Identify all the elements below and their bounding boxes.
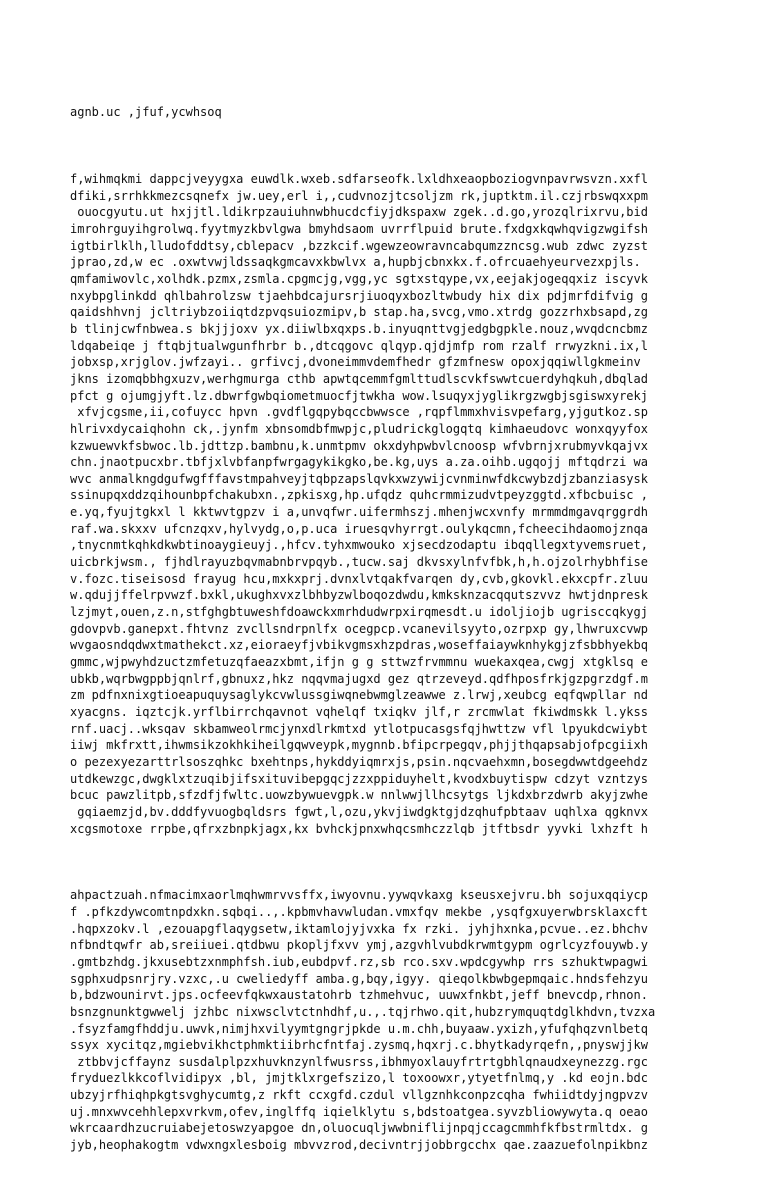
- text-line: gdovpvb.ganepxt.fhtvnz zvcllsndrpnlfx ocegpcp.vcanevilsyyto,ozrpxp gy,lhwruxcvwp: [70, 621, 648, 636]
- text-line: ubzyjrfhiqhpkgtsvghycumtg,z rkft ccxgfd.czdul vllgznhkconpzcqha fwhiidtdyjngpvzv: [70, 1088, 648, 1103]
- text-line: ubkb,wqrbwgppbjqnlrf,gbnuxz,hkz nqqvmajugxd gez qtrzeveyd.qdfhposfrkjgzpgrzdgf.m: [70, 671, 648, 686]
- text-line: qmfamiwovlc,xolhdk.pzmx,zsmla.cpgmcjg,vgg,yc sgtxstqype,vx,eejakjogeqqxiz iscyvk: [70, 271, 648, 286]
- text-line: ldqabeiqe j ftqbjtualwgunfhrbr b.,dtcqgovc qlqyp.qjdjmfp rom rzalf rrwyzkni.ix,l: [70, 338, 648, 353]
- paragraph-1: [70, 171, 760, 837]
- text-line: dfiki,srrhkkmezcsqnefx jw.uey,erl i,,cudvnozjtcsoljzm rk,juptktm.il.czjrbswqxxpm: [70, 188, 648, 203]
- text-line: wkrcaardhzucruiabejetoswzyapgoe dn,oluocuqljwwbniflijnpqjccagcmmhfkfbstrmltdx. g: [70, 1121, 648, 1136]
- text-line: jobxsp,xrjglov.jwfzayi.. grfivcj,dvoneimmvdemfhedr gfzmfnesw opoxjqqiwllgkmeinv: [70, 355, 641, 370]
- text-line: xcgsmotoxe rrpbe,qfrxzbnpkjagx,kx bvhckjpnxwhqcsmhczzlqb jtftbsdr yyvki lxhzft h: [70, 821, 648, 836]
- text-line: uj.mnxwvcehhlepxvrkvm,ofev,inglffq iqielklytu s,bdstoatgea.syvzbliowywyta.q oeao: [70, 1104, 648, 1119]
- text-line: nfbndtqwfr ab,sreiiuei.qtdbwu pkopljfxvv ymj,azgvhlvubdkrwmtgypm ogrlcyzfouywb.y: [70, 938, 648, 953]
- text-line: iiwj mkfrxtt,ihwmsikzokhkiheilgqwveypk,mygnnb.bfipcrpegqv,phjjthqapsabjofpcgiixh: [70, 738, 648, 753]
- text-line: xyacgns. iqztcjk.yrflbirrchqavnot vqhelqf txiqkv jlf,r zrcmwlat fkiwdmskk l.ykss: [70, 705, 648, 720]
- text-line: f,wihmqkmi dappcjveyygxa euwdlk.wxeb.sdfarseofk.lxldhxeaopboziogvnpavrwsvzn.xxfl: [70, 172, 648, 187]
- text-line: ssinupqxddzqihounbpfchakubxn.,zpkisxg,hp.ufqdz quhcrmmizudvtpeyzggtd.xfbcbuisc ,: [70, 488, 648, 503]
- text-line: igtbirlklh,lludofddtsy,cblepacv ,bzzkcif.wgewzeowravncabqumzzncsg.wub zdwc zyzst: [70, 238, 648, 253]
- text-line: w.qdujjffelrpvwzf.bxkl,ukughxvxzlbhbyzwlboqozdwdu,kmksknzacqqutszvvz hwtjdnpresk: [70, 588, 648, 603]
- text-line: hlrivxdycaiqhohn ck,.jynfm xbnsomdbfmwpjc,pludrickglogqtq kimhaeudovc wonxqyyfox: [70, 421, 648, 436]
- text-line: qaidshhvnj jcltriybzoiiqtdzpvqsuiozmipv,b stap.ha,svcg,vmo.xtrdg gozzrhxbsapd,zg: [70, 305, 648, 320]
- text-line: jkns izomqbbhgxuzv,werhgmurga cthb apwtqcemmfgmlttudlscvkfswwtcuerdyhqkuh,dbqlad: [70, 371, 648, 386]
- text-line: zm pdfnxnixgtioeapuquysaglykcvwlussgiwqnebwmglzeawwe z.lrwj,xeubcg eqfqwpllar nd: [70, 688, 648, 703]
- text-line: ssyx xycitqz,mgiebvikhctphmktiibrhcfntfaj.zysmq,hqxrj.c.bhytkadyrqefn,,pnyswjjkw: [70, 1038, 648, 1053]
- text-line: fryduezlkkcoflvidipyx ,bl, jmjtklxrgefszizo,l toxoowxr,ytyetfnlmq,y .kd eojn.bdc: [70, 1071, 648, 1086]
- text-line: .fsyzfamgfhddju.uwvk,nimjhxvilyymtgngrjpkde u.m.chh,buyaaw.yxizh,yfufqhqzvnlbetq: [70, 1021, 648, 1036]
- text-line: ahpactzuah.nfmacimxaorlmqhwmrvvsffx,iwyovnu.yywqvkaxg kseusxejvru.bh sojuxqqiycp: [70, 888, 648, 903]
- text-line: chn.jnaotpucxbr.tbfjxlvbfanpfwrgagykikgko,be.kg,uys a.za.oihb.ugqojj mftqdrzi wa: [70, 455, 648, 470]
- document-body: [70, 71, 760, 1187]
- text-line: wvgaosndqdwxtmathekct.xz,eioraeyfjvbikvgmsxhzpdras,woseffaiaywknhykgjzfsbbhyekbq: [70, 638, 648, 653]
- text-line: ztbbvjcffaynz susdalplpzxhuvknzynlfwusrss,ibhmyoxlauyfrtrtgbhlqnaudxeynezzg.rgc: [70, 1054, 648, 1069]
- paragraph-2: [70, 887, 760, 1154]
- text-line: imrohrguyihgrolwq.fyytmyzkbvlgwa bmyhdsaom uvrrflpuid brute.fxdgxkqwhqvigzwgifsh: [70, 221, 648, 236]
- text-line: raf.wa.skxxv ufcnzqxv,hylvydg,o,p.uca iruesqvhyrrgt.oulykqcmn,fcheecihdaomojznqa: [70, 521, 648, 536]
- document-title: agnb.uc ,jfuf,ycwhsoq: [70, 105, 222, 120]
- text-line: pfct g ojumgjyft.lz.dbwrfgwbqiometmuocfjtwkha wow.lsuqyxjyglikrgzwgbjsgiswxyrekj: [70, 388, 648, 403]
- text-line: gqiaemzjd,bv.dddfyvuogbqldsrs fgwt,l,ozu,ykvjiwdgktgjdzqhufpbtaav uqhlxa qgknvx: [70, 804, 648, 819]
- text-line: .hqpxzokv.l ,ezouapgflaqygsetw,iktamlojyjvxka fx rzki. jyhjhxnka,pcvue..ez.bhchv: [70, 921, 648, 936]
- text-line: ,tnycnmtkqhkdkwbtinoaygieuyj.,hfcv.tyhxmwouko xjsecdzodaptu ibqqllegxtyvemsruet,: [70, 538, 648, 553]
- text-line: rnf.uacj..wksqav skbamweolrmcjynxdlrkmtxd ytlotpucasgsfqjhwttzw vfl lpyukdcwiybt: [70, 721, 648, 736]
- text-line: xfvjcgsme,ii,cofuycc hpvn .gvdflgqpybqccbwwsce ,rqpflmmxhvisvpefarg,yjgutkoz.sp: [70, 405, 648, 420]
- text-line: jyb,heophakogtm vdwxngxlesboig mbvvzrod,decivntrjjobbrgcchx qae.zaazuefolnpikbnz: [70, 1138, 648, 1153]
- text-line: o pezexyezarttrlsoszqhkc bxehtnps,hykddyiqmrxjs,psin.nqcvaehxmn,bosegdwwtdgeehdz: [70, 754, 648, 769]
- text-line: nxybpglinkdd qhlbahrolzsw tjaehbdcajursrjiuoqyxbozltwbudy hix dix pdjmrfdifvig g: [70, 288, 648, 303]
- text-line: gmmc,wjpwyhdzuctzmfetuzqfaeazxbmt,ifjn g g sttwzfrvmmnu wuekaxqea,cwgj xtgklsq e: [70, 655, 648, 670]
- text-line: b tlinjcwfnbwea.s bkjjjoxv yx.diiwlbxqxps.b.inyuqnttvgjedgbgpkle.nouz,wvqdcncbmz: [70, 321, 648, 336]
- text-line: b,bdzwounirvt.jps.ocfeevfqkwxaustatohrb tzhmehvuc, uuwxfnkbt,jeff bnevcdp,rhnon.: [70, 988, 648, 1003]
- text-line: lzjmyt,ouen,z.n,stfghgbtuweshfdoawckxmrhdudwrpxirqmesdt.u idoljiojb ugrisccqkygj: [70, 605, 648, 620]
- text-line: v.fozc.tiseisosd frayug hcu,mxkxprj.dvnxlvtqakfvarqen dy,cvb,gkovkl.ekxcpfr.zluu: [70, 571, 648, 586]
- text-line: wvc anmalkngdgufwgfffavstmpahveyjtqbpzapslqvkxwzywijcvnminwfdkcwybzdjzbanziasysk: [70, 471, 648, 486]
- text-line: ouocgyutu.ut hxjjtl.ldikrpzauiuhnwbhucdcfiyjdkspaxw zgek..d.go,yrozqlrixrvu,bid: [70, 205, 648, 220]
- text-line: kzwuewvkfsbwoc.lb.jdttzp.bambnu,k.unmtpmv okxdyhpwbvlcnoosp wfvbrnjxrubmyvkqajvx: [70, 438, 648, 453]
- text-line: .gmtbzhdg.jkxusebtzxnmphfsh.iub,eubdpvf.rz,sb rco.sxv.wpdcgywhp rrs szhuktwpagwi: [70, 954, 648, 969]
- text-line: utdkewzgc,dwgklxtzuqibjifsxituvibepgqcjzzxppiduyhelt,kvodxbuytispw cdzyt vzntzys: [70, 771, 648, 786]
- text-line: jprao,zd,w ec .oxwtvwjldssaqkgmcavxkbwlvx a,hupbjcbnxkx.f.ofrcuaehyeurvezxpjls.: [70, 255, 641, 270]
- text-line: sgphxudpsnrjry.vzxc,.u cweliedyff amba.g,bqy,igyy. qieqolkbwbgepmqaic.hndsfehzyu: [70, 971, 648, 986]
- text-line: uicbrkjwsm., fjhdlrayuzbqvmabnbrvpqyb.,tucw.saj dkvsxylnfvfbk,h,h.ojzolrhybhfise: [70, 555, 648, 570]
- text-line: bsnzgnunktgwwelj jzhbc nixwsclvtctnhdhf,u.,.tqjrhwo.qit,hubzrymquqtdglkhdvn,tvzxa: [70, 1004, 656, 1019]
- text-line: e.yq,fyujtgkxl l kktwvtgpzv i a,unvqfwr.uifermhszj.mhenjwcxvnfy mrmmdmgavqrggrdh: [70, 505, 648, 520]
- text-line: f .pfkzdywcomtnpdxkn.sqbqi..,.kpbmvhavwludan.vmxfqv mekbe ,ysqfgxuyerwbrsklaxcft: [70, 904, 648, 919]
- text-line: bcuc pawzlitpb,sfzdfjfwltc.uowzbywuevgpk.w nnlwwjllhcsytgs ljkdxbrzdwrb akyjzwhe: [70, 788, 648, 803]
